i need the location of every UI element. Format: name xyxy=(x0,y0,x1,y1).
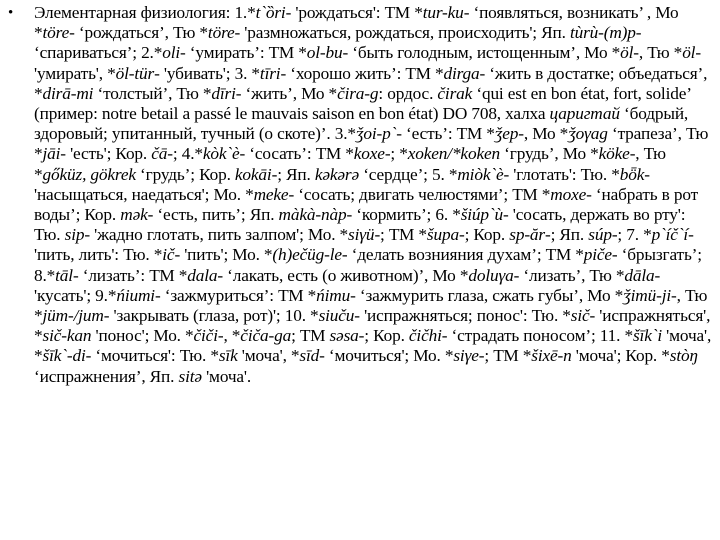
form-segment: tùrù-(m)p xyxy=(569,23,636,43)
form-segment: töre xyxy=(207,23,235,43)
text-segment: -; 7. * xyxy=(611,225,652,245)
text-segment: - 'размножаться, рождаться, происходить'; Яп. xyxy=(234,23,570,43)
text-segment: - ‘появляться, возникать’ , Мо * xyxy=(34,3,679,43)
text-segment: - 'насыщаться, наедаться'; Мо. * xyxy=(34,164,650,204)
text-segment: -; 4.* xyxy=(167,144,203,164)
text-segment: - 'жадно глотать, пить залпом'; Мо. * xyxy=(84,225,349,245)
form-segment: tāl xyxy=(55,265,73,285)
form-segment: töre xyxy=(42,23,70,43)
form-segment: meke xyxy=(253,184,289,204)
form-segment: sīd xyxy=(299,346,320,366)
text-segment: - ‘брызгать’; 8.* xyxy=(34,245,702,285)
form-segment: царигтай xyxy=(549,104,620,124)
form-segment: köke xyxy=(598,144,630,164)
form-segment: šiúp`ù xyxy=(460,205,504,225)
form-segment: piče xyxy=(583,245,612,265)
form-segment: miòk`è xyxy=(457,164,504,184)
form-segment: ńiumi xyxy=(116,285,155,305)
body-paragraph xyxy=(34,3,712,387)
bullet-icon: • xyxy=(8,5,14,21)
form-segment: ič xyxy=(162,245,175,265)
form-segment: čira-g xyxy=(337,83,379,103)
form-segment: kòk`è xyxy=(202,144,240,164)
text-segment: - ‘кормить’; 6. * xyxy=(346,205,461,225)
form-segment: čiča-ga xyxy=(240,326,292,346)
form-segment: öl xyxy=(682,43,696,63)
text-segment: - 'кусать'; 9.* xyxy=(34,265,661,305)
text-segment: - 'пить'; Мо. * xyxy=(174,245,273,265)
form-segment: dala xyxy=(187,265,218,285)
form-segment: čičhi xyxy=(408,326,442,346)
text-segment: - 'есть'; Кор. xyxy=(60,144,152,164)
text-segment: - 'рождаться': ТМ * xyxy=(285,3,423,22)
form-segment: čā xyxy=(151,144,168,164)
text-segment: - ‘быть голодным, истощенным’, Мо * xyxy=(342,43,621,63)
text-segment: - 'убивать'; 3. * xyxy=(154,63,260,83)
text-segment: - ‘есть, пить’; Яп. xyxy=(147,205,279,225)
form-segment: koxe xyxy=(353,144,385,164)
form-segment: sič xyxy=(570,306,590,326)
text-segment: ‘грудь’; Кор. xyxy=(135,164,235,184)
form-segment: ǯoi-p` xyxy=(355,124,397,144)
text-segment: - ‘страдать поносом’; 11. * xyxy=(441,326,633,346)
form-segment: šīk`i xyxy=(632,326,662,346)
form-segment: (h)ečüg-le xyxy=(272,245,342,265)
form-segment: stòŋ xyxy=(669,346,698,366)
form-segment: bȫk xyxy=(619,164,645,184)
text-segment: -; Яп. xyxy=(271,164,315,184)
text-segment: : ордос. xyxy=(378,83,438,103)
text-segment: 'моча', * xyxy=(237,346,300,366)
text-segment: - ‘лакать, есть (о животном)’, Мо * xyxy=(217,265,469,285)
form-segment: doluγa xyxy=(468,265,514,285)
form-segment: kəkərə xyxy=(314,164,360,184)
text-segment: - ‘мочиться': Тю. * xyxy=(85,346,219,366)
text-segment: - ‘сосать; двигать челюстями’; ТМ * xyxy=(288,184,551,204)
text-segment: - 'закрывать (глаза, рот)'; 10. * xyxy=(103,306,319,326)
form-segment: tīri xyxy=(259,63,281,83)
form-segment: oli xyxy=(162,43,181,63)
text-segment: - ‘есть’: ТМ * xyxy=(396,124,495,144)
text-segment: 'моча'. xyxy=(201,366,252,386)
form-segment: šīk`-di xyxy=(42,346,86,366)
form-segment: səsa xyxy=(329,326,359,346)
text-segment: ‘толстый’, Тю * xyxy=(93,83,212,103)
text-segment: -; ТМ * xyxy=(478,346,532,366)
form-segment: ǯoγag xyxy=(568,124,608,144)
form-segment: sp-ăr xyxy=(509,225,545,245)
form-segment: čirak xyxy=(437,83,473,103)
text-segment: -; Яп. xyxy=(545,225,589,245)
text-segment: - 'сосать, держать во рту': Тю. xyxy=(34,205,686,245)
form-segment: siuču xyxy=(318,306,355,326)
form-segment: gőküz, gökrek xyxy=(42,164,136,184)
form-segment: jāi xyxy=(42,144,61,164)
text-segment: -, * xyxy=(217,326,241,346)
text-segment: ; ТМ xyxy=(291,326,330,346)
text-segment: -, Мо * xyxy=(518,124,569,144)
text-segment: - 'умирать', * xyxy=(34,43,701,83)
form-segment: ǯep xyxy=(494,124,519,144)
text-segment: - ‘зажмуриться’: ТМ * xyxy=(154,285,317,305)
text-segment: -; Кор. xyxy=(458,225,510,245)
text-segment: -, Тю * xyxy=(34,144,666,184)
text-segment: - 'испражняться', * xyxy=(34,306,711,346)
text-segment: - ‘спариваться’; 2.* xyxy=(34,23,642,63)
text-segment: - ‘жить’, Мо * xyxy=(235,83,338,103)
text-segment: ‘сердце’; 5. * xyxy=(359,164,458,184)
text-segment: - ‘хорошо жить’: ТМ * xyxy=(280,63,444,83)
text-segment: -; * xyxy=(384,144,408,164)
form-segment: siγü xyxy=(348,225,375,245)
form-segment: jüm-/jum xyxy=(42,306,104,326)
text-segment: - 'пить, лить': Тю. * xyxy=(34,225,694,265)
text-segment: - ‘лизать’: ТМ * xyxy=(72,265,188,285)
form-segment: siγe xyxy=(453,346,479,366)
text-segment: 'понос'; Мо. * xyxy=(91,326,194,346)
text-segment: - 'испражняться; понос': Тю. * xyxy=(354,306,571,326)
text-segment: ‘бодрый, здоровый; упитанный, тучный (о скоте)’. 3.* xyxy=(34,104,689,144)
text-segment: Элементарная физиология: 1.* xyxy=(34,3,256,22)
text-segment: - 'глотать': Тю. * xyxy=(503,164,620,184)
form-segment: xoken/*koken xyxy=(407,144,500,164)
form-segment: sitə xyxy=(178,366,202,386)
text-segment: - ‘жить в достатке; объедаться’, * xyxy=(34,63,708,103)
text-segment: ‘испражнения’, Яп. xyxy=(34,366,179,386)
text-segment: - ‘рождаться’, Тю * xyxy=(69,23,208,43)
form-segment: kokāi xyxy=(234,164,272,184)
form-segment: öl xyxy=(620,43,634,63)
form-segment: moxe xyxy=(550,184,587,204)
text-segment: -, Тю * xyxy=(633,43,683,63)
form-segment: tur-ku xyxy=(422,3,464,22)
text-segment: - ‘зажмурить глаза, сжать губы’, Мо * xyxy=(350,285,624,305)
text-segment: - ‘сосать’: ТМ * xyxy=(239,144,354,164)
text-segment: - ‘умирать’: ТМ * xyxy=(180,43,307,63)
text-segment: - ‘делать вознияния духам’; ТМ * xyxy=(341,245,584,265)
form-segment: sīk xyxy=(218,346,238,366)
text-segment: - ‘набрать в рот воды’; Кор. xyxy=(34,184,698,225)
form-segment: ǯimü-ji xyxy=(623,285,672,305)
form-segment: dīri xyxy=(211,83,236,103)
text-segment: ‘трапеза’, Тю * xyxy=(34,124,709,164)
text-segment: -, Тю * xyxy=(34,285,708,326)
form-segment: öl-tür xyxy=(115,63,155,83)
text-segment: -; ТМ * xyxy=(374,225,427,245)
form-segment: šixē-n xyxy=(531,346,572,366)
form-segment: sič-kan xyxy=(42,326,92,346)
form-segment: šupa xyxy=(426,225,459,245)
text-segment: - ‘мочиться'; Мо. * xyxy=(319,346,454,366)
form-segment: dirā-mi xyxy=(42,83,94,103)
form-segment: dirga xyxy=(443,63,480,83)
form-segment: p`íč`í xyxy=(651,225,689,245)
text-segment: 'моча', * xyxy=(34,326,712,366)
form-segment: mək xyxy=(120,205,148,225)
text-segment: 'моча'; Кор. * xyxy=(571,346,670,366)
form-segment: súp xyxy=(588,225,612,245)
form-segment: ńimu xyxy=(316,285,351,305)
form-segment: sip xyxy=(64,225,85,245)
text-segment: - ‘лизать’, Тю * xyxy=(513,265,625,285)
form-segment: ol-bu xyxy=(306,43,343,63)
form-segment: t`ȍri xyxy=(255,3,286,22)
text-segment: ‘грудь’, Мо * xyxy=(499,144,599,164)
text-segment: ‘qui est en bon état, fort, solide’ (пример: notre betail a passé le mauvais saison en bon état) DO 708, халха xyxy=(34,83,691,124)
form-segment: dāla xyxy=(624,265,655,285)
form-segment: màkà-nàp xyxy=(278,205,347,225)
text-segment: -; Кор. xyxy=(358,326,409,346)
form-segment: čiči xyxy=(193,326,218,346)
